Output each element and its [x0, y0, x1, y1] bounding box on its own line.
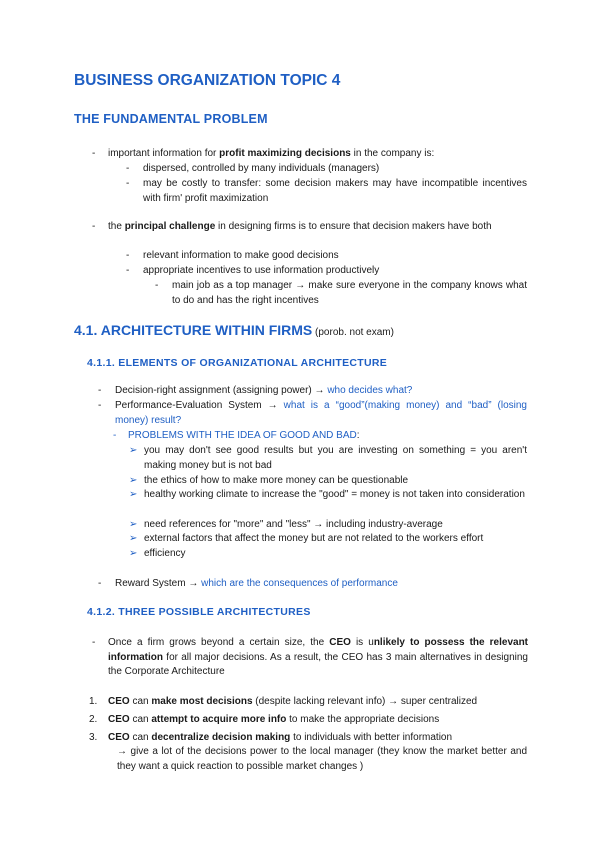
dash-bullet: - — [92, 148, 96, 159]
arrow-bullet-icon: ➢ — [129, 489, 138, 500]
list-item-centralized: CEO can make most decisions (despite lacking relevant info) → super centralized — [108, 696, 478, 707]
list-item: healthy working climate to increase the "good" = money is not taken into consideration — [144, 489, 525, 500]
list-item-performance-evaluation: Performance-Evaluation System → what is a “good”(making money) and “bad” (losing money) result? — [115, 400, 527, 426]
list-item-decision-right: Decision-right assignment (assigning power) → who decides what? — [115, 385, 413, 396]
list-item: need references for "more" and "less" → including industry-average — [144, 519, 443, 530]
paragraph-principal-challenge: the principal challenge in designing firms is to ensure that decision makers have both — [108, 221, 492, 232]
dash-bullet: - — [126, 163, 130, 174]
list-item-acquire-info: CEO can attempt to acquire more info to make the appropriate decisions — [108, 714, 440, 725]
section-heading-fundamental-problem: THE FUNDAMENTAL PROBLEM — [74, 112, 268, 126]
list-item: efficiency — [144, 548, 186, 559]
list-item-decentralize-continuation: → give a lot of the decisions power to the local manager (they know the market better and they want a quick reaction to possible market changes ) — [117, 746, 527, 772]
dash-bullet: - — [113, 430, 117, 441]
subsection-heading-elements: 4.1.1. ELEMENTS OF ORGANIZATIONAL ARCHITECTURE — [87, 357, 388, 369]
list-number: 2. — [89, 714, 98, 725]
paragraph-important-info: important information for profit maximizing decisions in the company is: — [108, 148, 435, 159]
dash-bullet: - — [126, 178, 130, 189]
arrow-bullet-icon: ➢ — [129, 445, 138, 456]
document-title: BUSINESS ORGANIZATION TOPIC 4 — [74, 72, 341, 89]
dash-bullet: - — [92, 637, 96, 648]
dash-bullet: - — [126, 265, 130, 276]
dash-bullet: - — [92, 221, 96, 232]
dash-bullet: - — [98, 578, 102, 589]
list-item: the ethics of how to make more money can be questionable — [144, 475, 409, 486]
list-item: you may don't see good results but you are investing on something = you aren't making money but is not bad — [144, 445, 527, 471]
list-item: may be costly to transfer: some decision makers may have incompatible incentives with firm' profit maximization — [143, 178, 527, 204]
list-item: relevant information to make good decisions — [143, 250, 339, 261]
paragraph-ceo-intro: Once a firm grows beyond a certain size, the CEO is unlikely to possess the relevant information for all major decisions. As a result, the CEO has 3 main alternatives in designing the Corporate Architecture — [108, 637, 529, 677]
subsection-heading-three-architectures: 4.1.2. THREE POSSIBLE ARCHITECTURES — [87, 606, 311, 618]
list-item: dispersed, controlled by many individuals (managers) — [143, 163, 380, 174]
dash-bullet: - — [126, 250, 130, 261]
list-item: external factors that affect the money but are not related to the workers effort — [144, 533, 484, 544]
dash-bullet: - — [98, 400, 102, 411]
problems-heading: PROBLEMS WITH THE IDEA OF GOOD AND BAD: — [128, 430, 360, 441]
list-item-reward-system: Reward System → which are the consequences of performance — [115, 578, 398, 589]
dash-bullet: - — [155, 280, 159, 291]
dash-bullet: - — [98, 385, 102, 396]
list-item: appropriate incentives to use information productively — [143, 265, 380, 276]
list-number: 3. — [89, 732, 98, 743]
list-item-decentralize: CEO can decentralize decision making to individuals with better information — [108, 732, 453, 743]
arrow-bullet-icon: ➢ — [129, 533, 138, 544]
arrow-bullet-icon: ➢ — [129, 548, 138, 559]
list-item: main job as a top manager → make sure everyone in the company knows what to do and has the right incentives — [172, 280, 527, 306]
arrow-bullet-icon: ➢ — [129, 475, 138, 486]
section-heading-architecture: 4.1. ARCHITECTURE WITHIN FIRMS (porob. not exam) — [74, 322, 394, 338]
list-number: 1. — [89, 696, 98, 707]
arrow-bullet-icon: ➢ — [129, 519, 138, 530]
